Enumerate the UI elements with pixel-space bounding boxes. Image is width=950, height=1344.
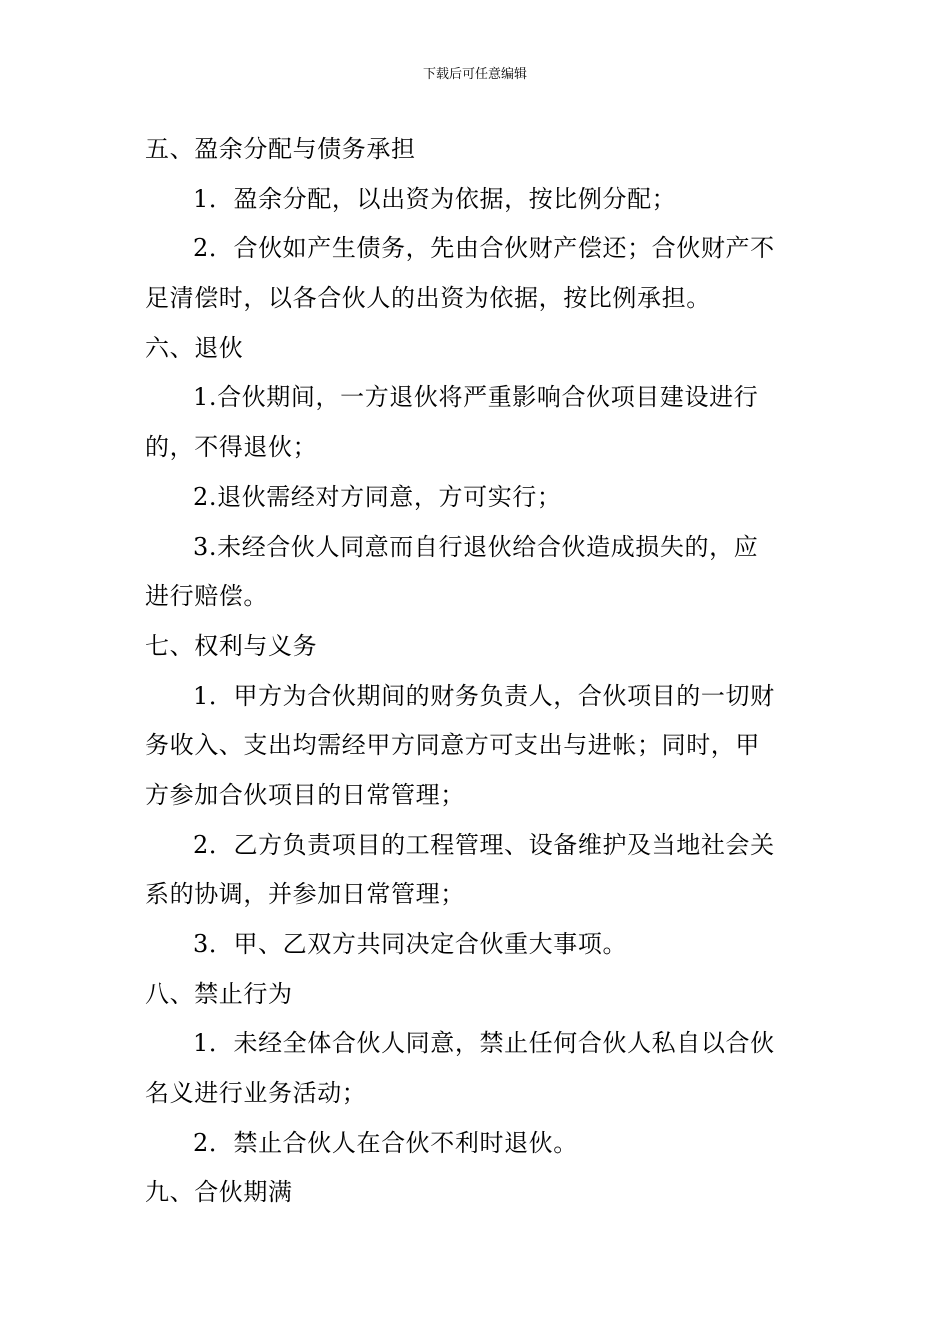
text-line: 1．甲方为合伙期间的财务负责人，合伙项目的一切财 — [193, 681, 775, 710]
text-line: 务收入、支出均需经甲方同意方可支出与进帐；同时，甲 — [145, 731, 760, 760]
document-body — [145, 125, 807, 1218]
text-line: 1．未经全体合伙人同意，禁止任何合伙人私自以合伙 — [193, 1029, 775, 1058]
text-line: 六、退伙 — [145, 333, 244, 362]
text-line: 3．甲、乙双方共同决定合伙重大事项。 — [193, 930, 628, 958]
text-line: 1．盈余分配，以出资为依据，按比例分配； — [193, 184, 677, 213]
text-line: 方参加合伙项目的日常管理； — [145, 780, 465, 809]
text-line: 八、禁止行为 — [145, 979, 293, 1008]
text-line: 七、权利与义务 — [145, 631, 318, 660]
text-line: 2.退伙需经对方同意，方可实行； — [193, 482, 562, 511]
page-header: 下载后可任意编辑 — [422, 67, 527, 82]
text-line: 2．禁止合伙人在合伙不利时退伙。 — [193, 1128, 578, 1157]
text-line: 系的协调，并参加日常管理； — [145, 880, 465, 909]
text-line: 的，不得退伙； — [145, 433, 318, 462]
text-line: 2．乙方负责项目的工程管理、设备维护及当地社会关 — [193, 830, 775, 859]
text-line: 2．合伙如产生债务，先由合伙财产偿还；合伙财产不 — [193, 234, 775, 263]
text-line: 足清偿时，以各合伙人的出资为依据，按比例承担。 — [145, 284, 711, 313]
text-line: 九、合伙期满 — [145, 1178, 293, 1207]
text-line: 五、盈余分配与债务承担 — [145, 135, 416, 163]
text-line: 名义进行业务活动； — [145, 1079, 367, 1108]
text-line: 进行赔偿。 — [145, 582, 268, 611]
text-line: 1.合伙期间，一方退伙将严重影响合伙项目建设进行 — [193, 383, 759, 412]
text-line: 3.未经合伙人同意而自行退伙给合伙造成损失的，应 — [193, 532, 759, 561]
